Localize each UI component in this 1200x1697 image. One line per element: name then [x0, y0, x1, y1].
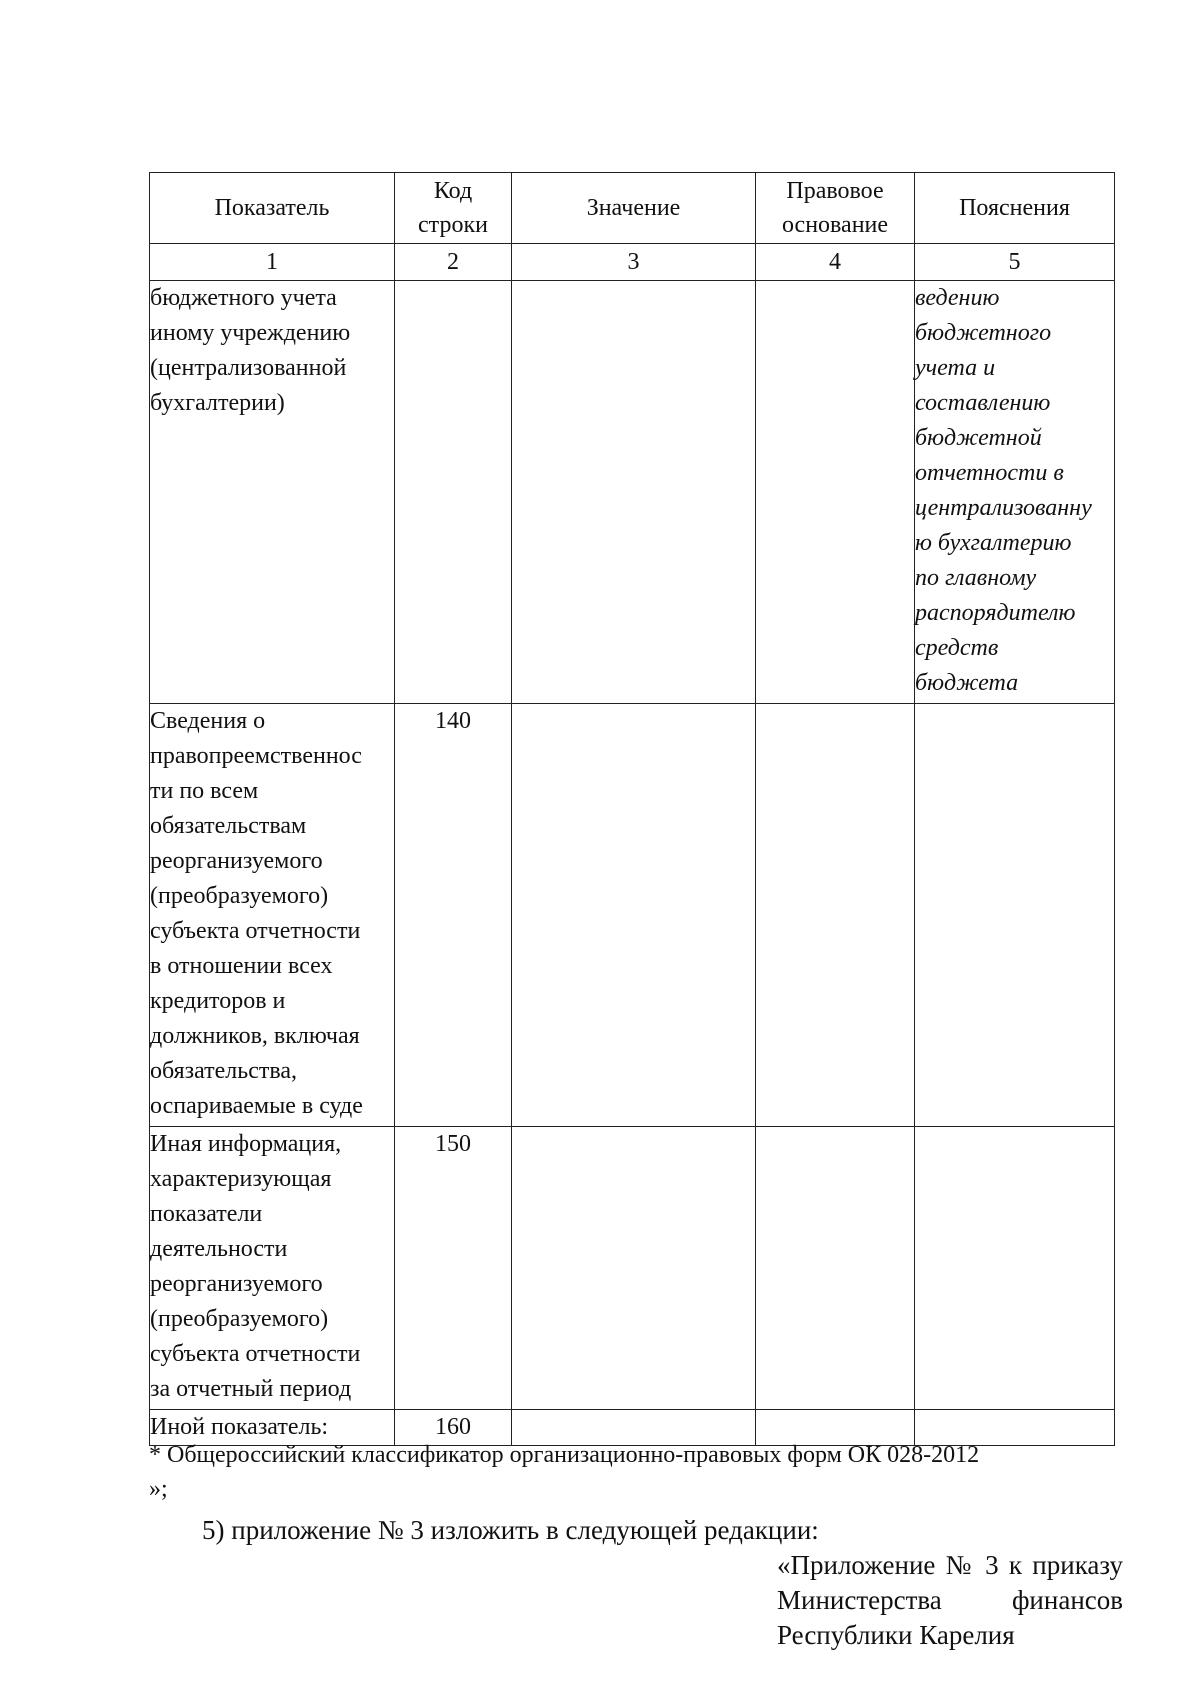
header-indicator: Показатель — [150, 173, 395, 244]
indicator-cell: Сведения о правопреемственнос ти по всем обязательствам реорганизуемого (преобразуемого) субъекта отчетности в отношении всех кредиторов и должников, включая обязательства, оспариваемые в суде — [150, 704, 395, 1127]
footnote: * Общероссийский классификатор организационно-правовых форм ОК 028-2012 »; — [149, 1442, 980, 1502]
table-row — [150, 281, 1115, 704]
legal-basis-cell — [756, 704, 915, 1127]
value-cell — [512, 281, 756, 704]
appendix-line: Министерства финансов — [777, 1585, 1123, 1615]
legal-basis-cell — [756, 1127, 915, 1410]
header-explanations: Пояснения — [915, 173, 1115, 244]
table-row — [150, 1127, 1115, 1410]
value-cell — [512, 1127, 756, 1410]
header-row — [150, 173, 1115, 244]
column-number-row — [150, 244, 1115, 281]
explanation-cell — [915, 704, 1115, 1127]
column-number: 3 — [512, 244, 756, 281]
column-number: 1 — [150, 244, 395, 281]
code-cell: 160 — [395, 1410, 512, 1446]
legal-basis-cell — [756, 281, 915, 704]
table-row — [150, 704, 1115, 1127]
amendment-paragraph: 5) приложение № 3 изложить в следующей редакции: — [202, 1515, 819, 1545]
reorganization-table — [149, 172, 1115, 1446]
header-legal-basis: Правовое основание — [756, 173, 915, 244]
column-number: 5 — [915, 244, 1115, 281]
indicator-cell: Иная информация, характеризующая показатели деятельности реорганизуемого (преобразуемого) субъекта отчетности за отчетный период — [150, 1127, 395, 1410]
explanation-cell — [915, 1127, 1115, 1410]
indicator-cell: бюджетного учета иному учреждению (централизованной бухгалтерии) — [150, 281, 395, 704]
explanation-cell: ведению бюджетного учета и составлению бюджетной отчетности в централизованну ю бухгалтерию по главному распорядителю средств бюджета — [915, 281, 1115, 704]
indicator-cell: Иной показатель: — [150, 1410, 395, 1446]
value-cell — [512, 704, 756, 1127]
appendix-line: Республики Карелия — [777, 1620, 1015, 1650]
appendix-line: «Приложение № 3 к приказу — [777, 1550, 1123, 1580]
code-cell: 150 — [395, 1127, 512, 1410]
appendix-header — [777, 1548, 1123, 1653]
column-number: 4 — [756, 244, 915, 281]
column-number: 2 — [395, 244, 512, 281]
code-cell: 140 — [395, 704, 512, 1127]
header-value: Значение — [512, 173, 756, 244]
code-cell — [395, 281, 512, 704]
header-line-code: Код строки — [395, 173, 512, 244]
